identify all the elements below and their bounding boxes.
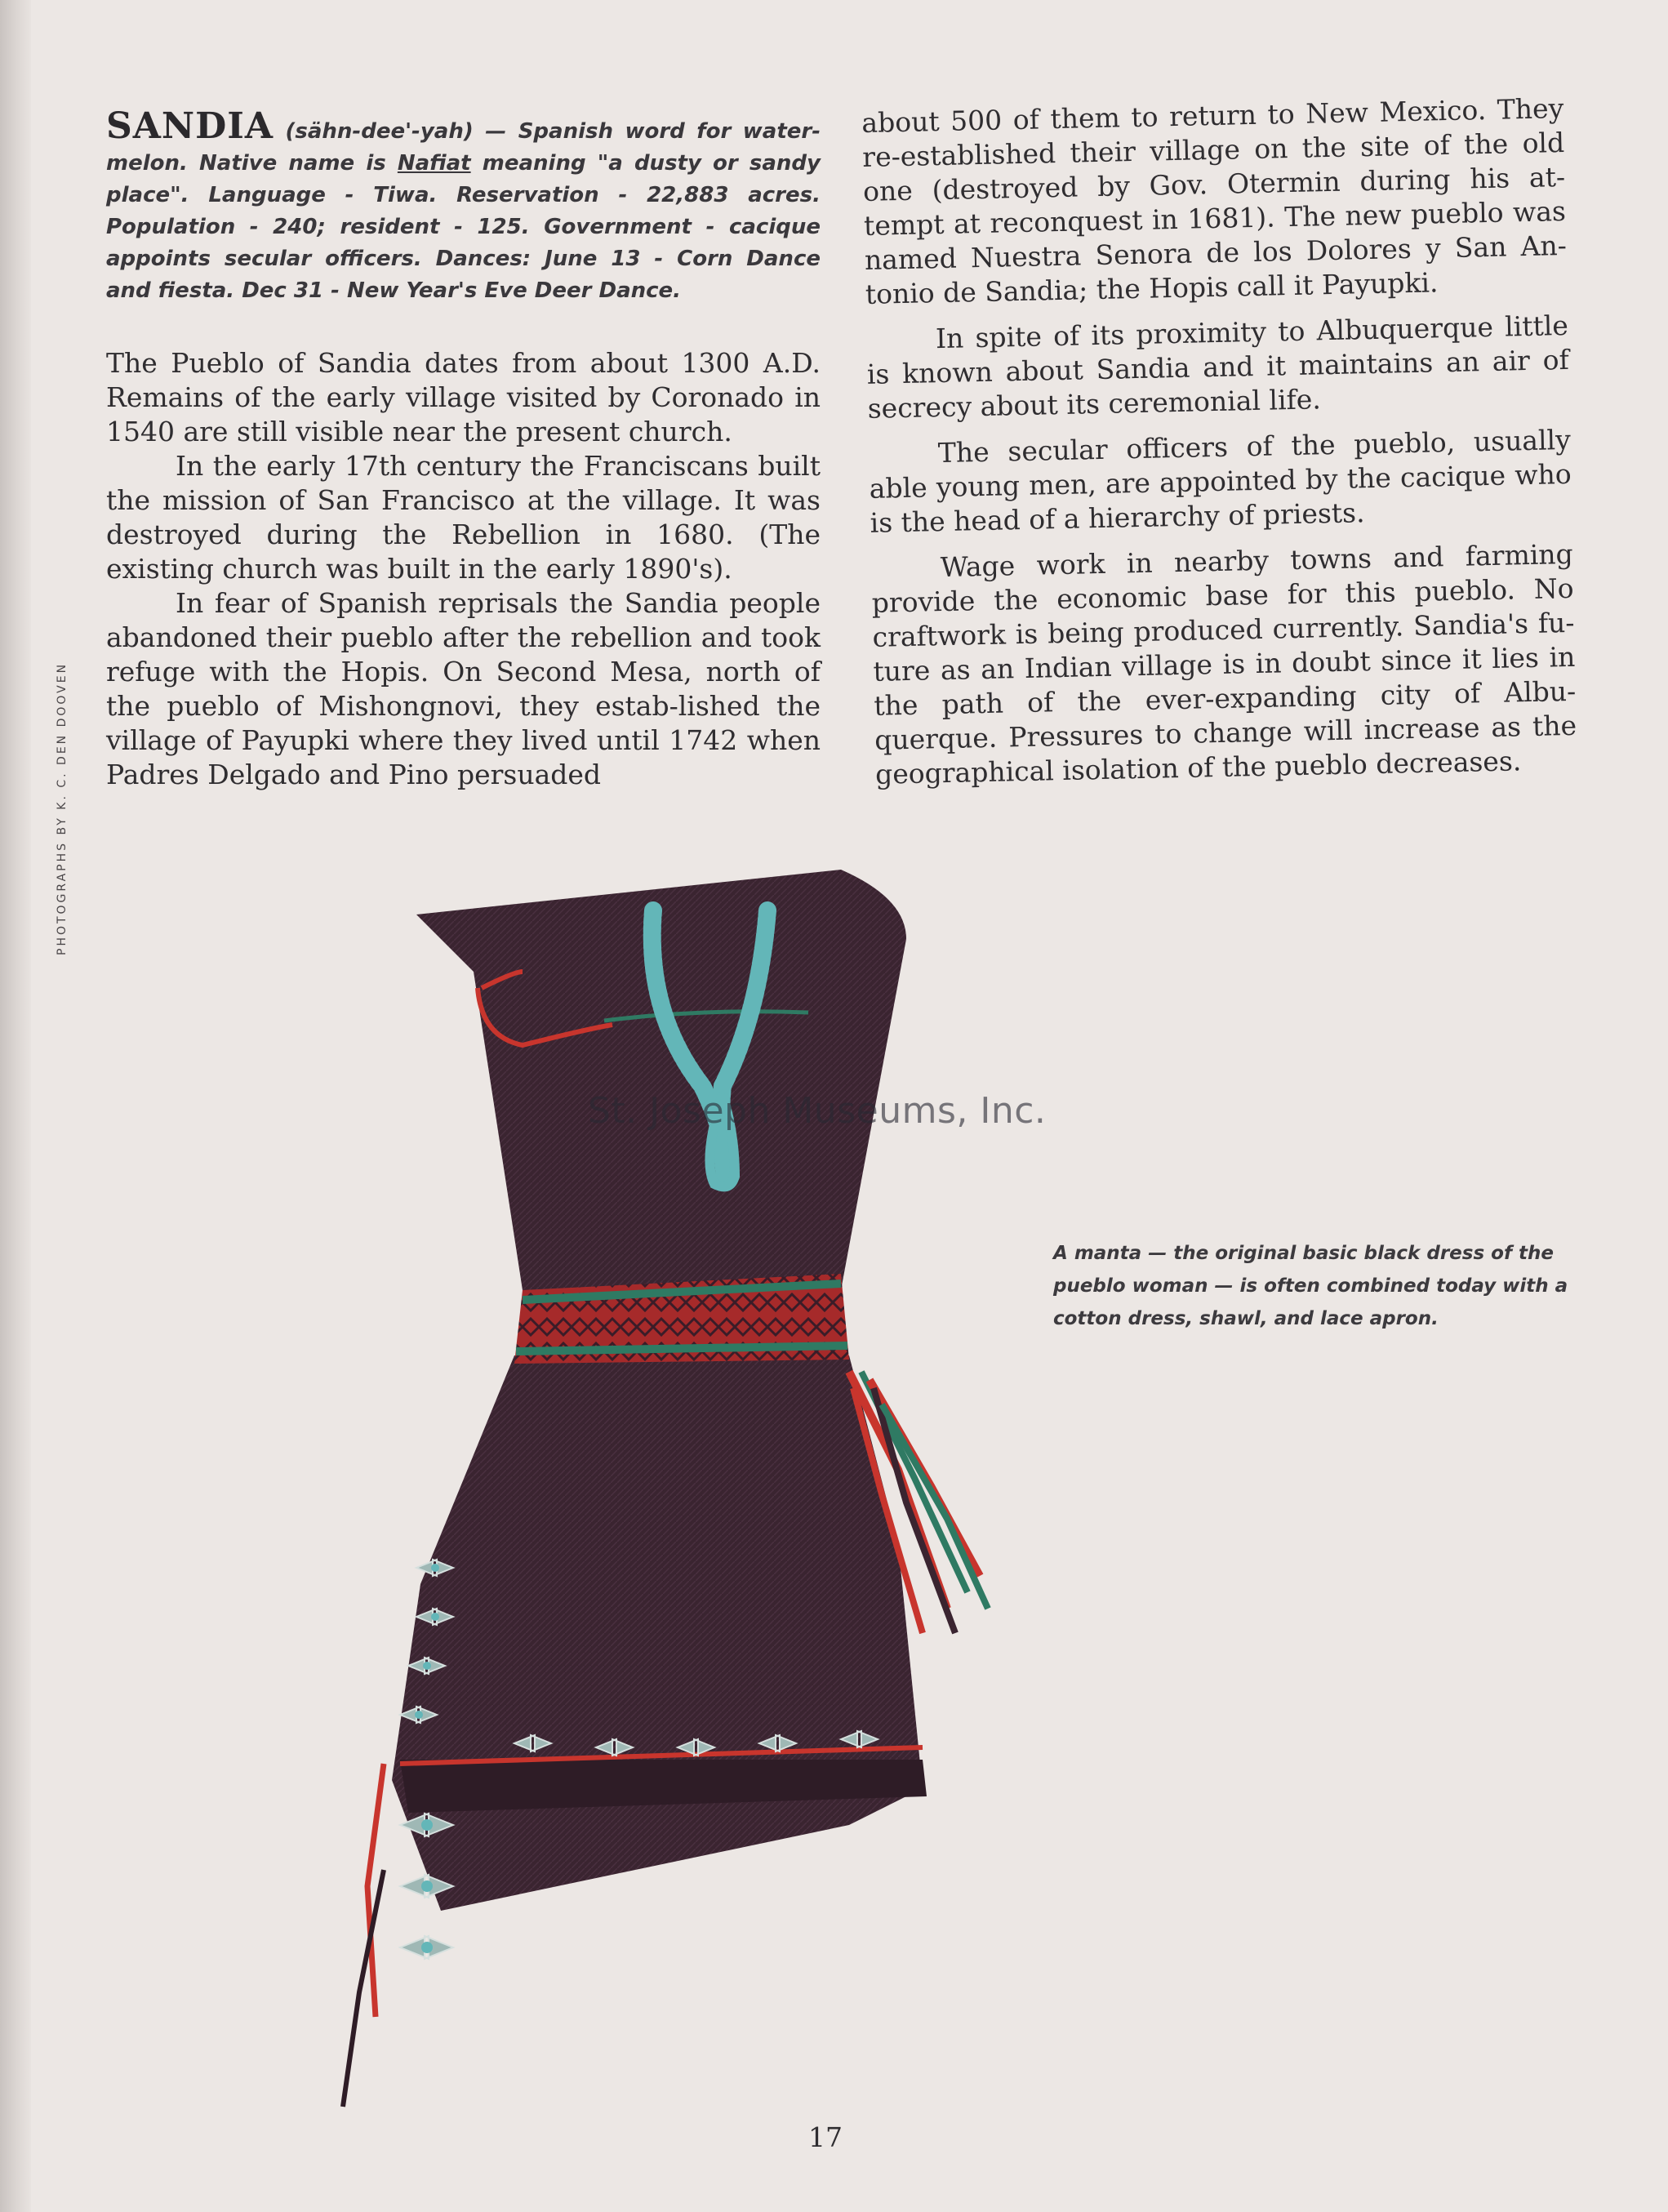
native-name: Nafiat	[397, 151, 471, 176]
paragraph-franciscans: In the early 17th century the Franciscans built the mission of San Francisco at the village. It was destroyed during the Rebellion in 1680. (The existing church was built in the early 1890's).	[106, 450, 821, 585]
right-column	[861, 91, 1578, 803]
pueblo-name: SANDIA	[106, 105, 274, 147]
summary-facts: meaning "a dusty or sandy place". Language - Tiwa. Reservation - 22,883 acres. Population - 240; resident - 125. Government - cacique appoints secular officers. Dances: June 13 - Corn Dance and fiesta. Dec 31 - New Year's Eve Deer Dance.	[106, 151, 821, 303]
caption-term: manta	[1074, 1243, 1142, 1264]
book-gutter	[0, 0, 31, 2212]
museum-watermark: St. Joseph Museums, Inc.	[588, 1090, 1047, 1132]
paragraph-history-intro: The Pueblo of Sandia dates from about 1300 A.D. Remains of the early village visited by Coronado in 1540 are still visible near the present church.	[106, 347, 821, 447]
caption-lead: A	[1053, 1243, 1074, 1264]
manta-dress-photo	[278, 849, 1257, 2156]
paragraph-economy: Wage work in nearby towns and farming provide the economic base for this pueblo. No craftwork is being produced currently. Sandia's fu-ture as an Indian village is in doubt since it lies in the path of the ever-expanding city of Albu-querque. Pressures to change will increase as the geographical isolation of the pueblo decreases.	[871, 537, 1577, 790]
dress-upper	[416, 870, 906, 1290]
page-number: 17	[808, 2121, 843, 2153]
pueblo-summary-header	[106, 105, 821, 307]
paragraph-reprisals: In fear of Spanish reprisals the Sandia people abandoned their pueblo after the rebellion and took refuge with the Hopis. On Second Mesa, north of the pueblo of Mishongnovi, they estab-lished the village of Payupki where they lived until 1742 when Padres Delgado and Pino persuaded	[106, 587, 821, 790]
photo-credit: PHOTOGRAPHS BY K. C. DEN DOOVEN	[56, 661, 69, 955]
pronunciation-text: (sähn-dee'-yah) — Spanish word for water-melon. Native name is	[106, 119, 821, 176]
left-column	[106, 105, 821, 792]
dress-skirt	[392, 1355, 923, 1911]
figure-caption	[1053, 1237, 1576, 1335]
caption-text: — the original basic black dress of the pueblo woman — is often combined today with a cotton dress, shawl, and lace apron.	[1053, 1243, 1568, 1329]
paragraph-return: about 500 of them to return to New Mexico. They re-established their village on the site of the old one (destroyed by Gov. Otermin during his at-tempt at reconquest in 1681). The new pueblo was named Nuestra Senora de los Dolores y San An-tonio de Sandia; the Hopis call it Payupki.	[861, 91, 1568, 310]
paragraph-secrecy: In spite of its proximity to Albuquerque little is known about Sandia and it maintains an air of secrecy about its ceremonial life.	[866, 309, 1570, 425]
paragraph-officers: The secular officers of the pueblo, usually able young men, are appointed by the cacique who is the head of a hierarchy of priests.	[869, 423, 1572, 539]
